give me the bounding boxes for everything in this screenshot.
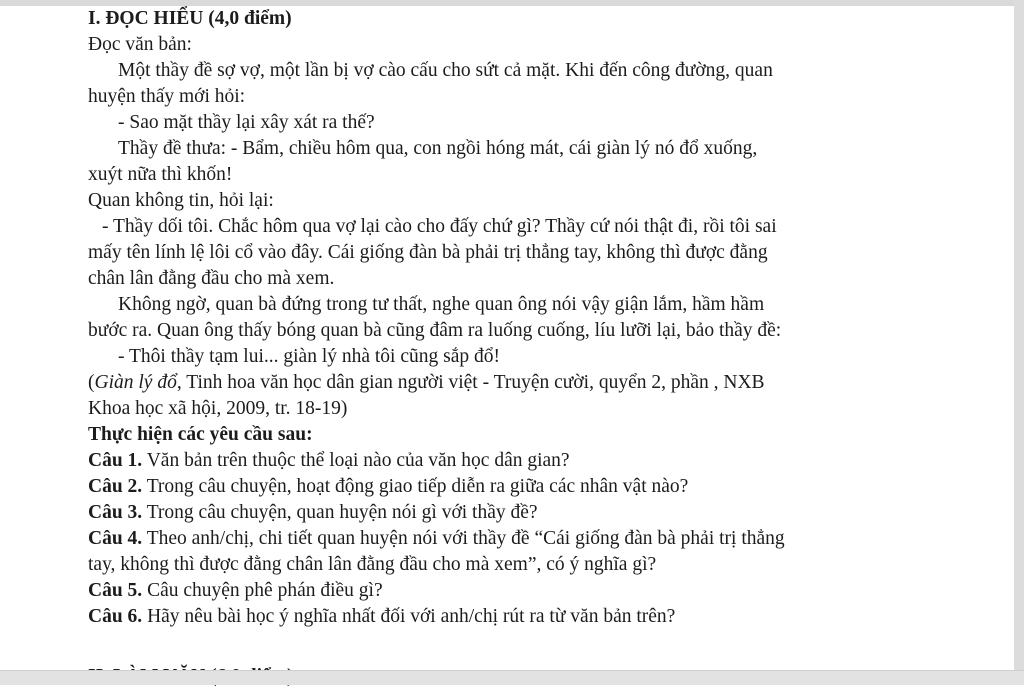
passage-line: - Thôi thầy tạm lui... giàn lý nhà tôi cũng sắp đổ! — [118, 346, 500, 367]
question-text: Văn bản trên thuộc thể loại nào của văn học dân gian? — [142, 450, 570, 471]
question-label: Câu 3. — [88, 502, 143, 523]
source-citation-cont: Khoa học xã hội, 2009, tr. 18-19) — [88, 398, 348, 419]
question-item — [88, 474, 968, 500]
passage-line: Quan không tin, hỏi lại: — [88, 190, 274, 211]
question-text: Trong câu chuyện, hoạt động giao tiếp diễn ra giữa các nhân vật nào? — [142, 476, 689, 497]
passage-line: - Sao mặt thầy lại xây xát ra thế? — [118, 112, 375, 133]
passage-line: mấy tên lính lệ lôi cổ vào đây. Cái giống đàn bà phải trị thẳng tay, không thì được đằng — [88, 242, 768, 263]
question-label: Câu 6. — [88, 606, 143, 627]
passage-line: bước ra. Quan ông thấy bóng quan bà cũng đâm ra luống cuống, líu lưỡi lại, bảo thầy đề: — [88, 320, 782, 341]
passage-line: chân lân đằng đầu cho mà xem. — [88, 268, 335, 289]
question-text: Trong câu chuyện, quan huyện nói gì với thầy đề? — [142, 502, 538, 523]
question-item — [88, 604, 968, 630]
passage-line: xuýt nữa thì khốn! — [88, 164, 233, 185]
question-text: Theo anh/chị, chi tiết quan huyện nói với thầy đề “Cái giống đàn bà phải trị thẳng — [142, 528, 785, 549]
question-label: Câu 1. — [88, 450, 143, 471]
question-item — [88, 500, 968, 526]
passage-line: huyện thấy mới hỏi: — [88, 86, 246, 107]
question-item — [88, 526, 968, 552]
intro-text: Đọc văn bản: — [88, 34, 192, 55]
source-details: , Tinh hoa văn học dân gian người việt - Truyện cười, quyển 2, phần , NXB — [176, 372, 765, 393]
question-item — [88, 578, 968, 604]
passage-line: Một thầy đề sợ vợ, một lần bị vợ cào cấu cho sứt cả mặt. Khi đến công đường, quan — [118, 60, 773, 81]
right-edge — [1014, 0, 1024, 685]
source-citation — [88, 370, 968, 396]
passage-line: Thầy đề thưa: - Bẩm, chiều hôm qua, con ngồi hóng mát, cái giàn lý nó đổ xuống, — [118, 138, 758, 159]
source-title: Giàn lý đổ — [94, 372, 177, 393]
question-text: Hãy nêu bài học ý nghĩa nhất đối với anh/chị rút ra từ văn bản trên? — [142, 606, 676, 627]
question-label: Câu 2. — [88, 476, 143, 497]
document-content — [88, 6, 968, 630]
question-text-cont: tay, không thì được đằng chân lân đằng đầu cho mà xem”, có ý nghĩa gì? — [88, 554, 657, 575]
question-item — [88, 448, 968, 474]
question-label: Câu 4. — [88, 528, 143, 549]
bottom-edge — [0, 670, 1024, 685]
question-text: Câu chuyện phê phán điều gì? — [142, 580, 383, 601]
question-label: Câu 5. — [88, 580, 143, 601]
section-heading: I. ĐỌC HIỂU (4,0 điểm) — [88, 8, 292, 29]
source-open-paren: ( — [88, 372, 95, 393]
passage-line: - Thầy dối tôi. Chắc hôm qua vợ lại cào cho đấy chứ gì? Thầy cứ nói thật đi, rồi tôi sai — [102, 216, 777, 237]
passage-line: Không ngờ, quan bà đứng trong tư thất, nghe quan ông nói vậy giận lắm, hầm hầm — [118, 294, 765, 315]
tasks-heading: Thực hiện các yêu cầu sau: — [88, 424, 313, 445]
